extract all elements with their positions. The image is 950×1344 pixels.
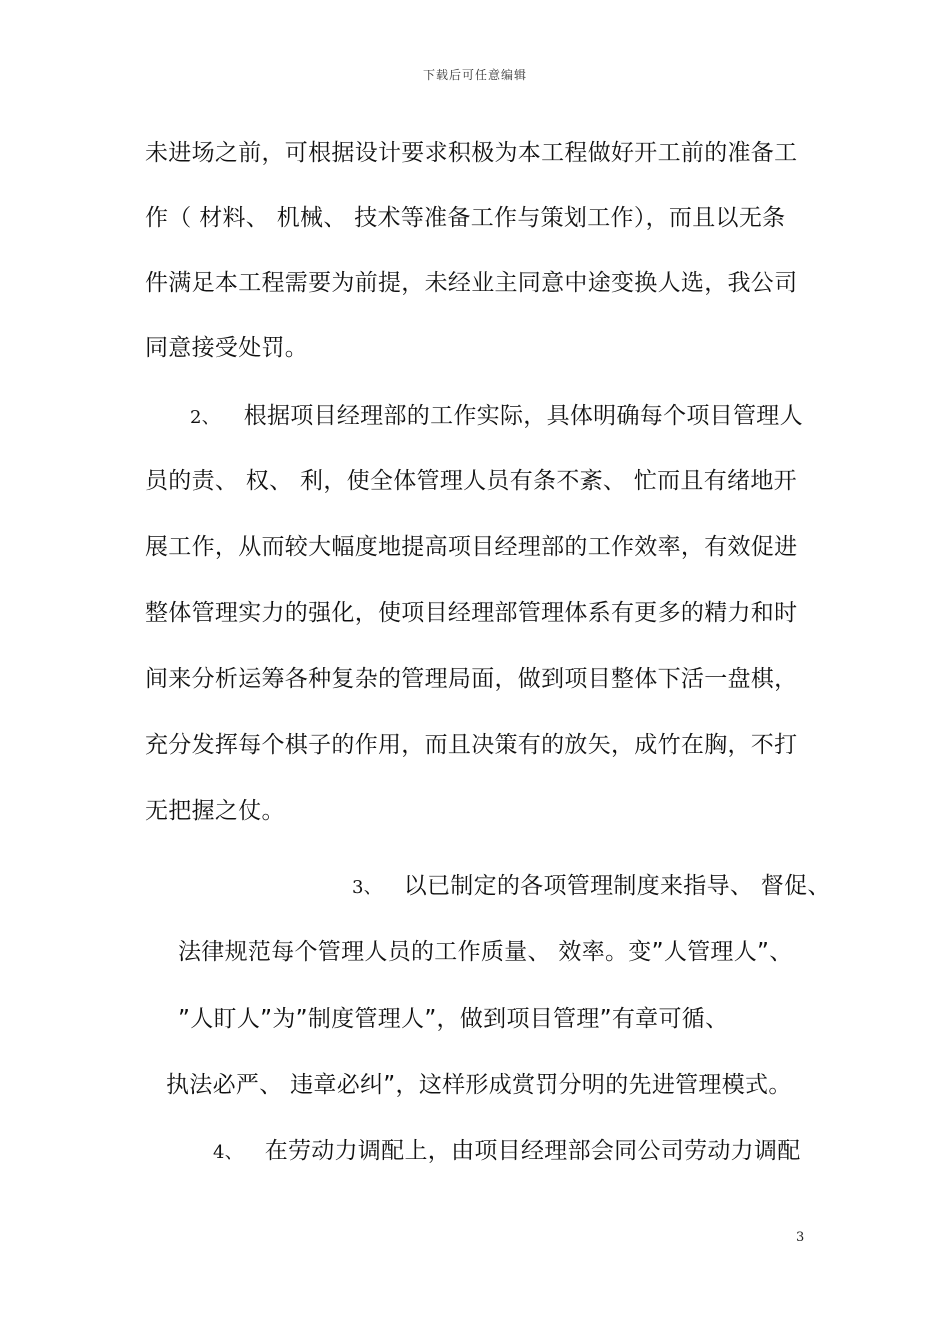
paragraph-line: 无把握之仗。 [145,798,285,824]
paragraph-line: 未进场之前，可根据设计要求积极为本工程做好开工前的准备工 [145,140,798,166]
page-header: 下载后可任意编辑 [422,68,527,82]
line-text: 根据项目经理部的工作实际，具体明确每个项目管理人 [243,403,803,429]
paragraph-line: 充分发挥每个棋子的作用，而且决策有的放矢，成竹在胸，不打 [145,732,798,758]
paragraph-line: ”人盯人”为”制度管理人”，做到项目管理”有章可循、 [178,1006,729,1032]
paragraph-line: 同意接受处罚。 [145,335,309,361]
item-number: 2、 [190,407,221,428]
paragraph-line: 整体管理实力的强化，使项目经理部管理体系有更多的精力和时 [145,600,798,626]
paragraph-line: 间来分析运筹各种复杂的管理局面，做到项目整体下活一盘棋， [145,666,798,692]
paragraph-line: 执法必严、 违章必纠”，这样形成赏罚分明的先进管理模式。 [166,1072,792,1098]
paragraph-line: 法律规范每个管理人员的工作质量、 效率。变”人管理人”、 [178,939,793,965]
paragraph-line: 员的责、 权、 利，使全体管理人员有条不紊、 忙而且有绪地开 [145,468,797,494]
paragraph-line: 展工作，从而较大幅度地提高项目经理部的工作效率，有效促进 [145,534,798,560]
item-number: 3、 [352,877,383,898]
paragraph-line [190,401,803,433]
line-text: 以已制定的各项管理制度来指导、 督促、 [403,873,831,899]
paragraph-line [352,871,831,903]
line-text: 在劳动力调配上，由项目经理部会同公司劳动力调配 [264,1138,801,1164]
paragraph-line [213,1136,801,1168]
paragraph-line: 作（ 材料、 机械、 技术等准备工作与策划工作），而且以无条 [145,205,786,231]
page-number: 3 [796,1230,805,1245]
paragraph-line: 件满足本工程需要为前提，未经业主同意中途变换人选，我公司 [145,270,798,296]
item-number: 4、 [213,1142,244,1163]
